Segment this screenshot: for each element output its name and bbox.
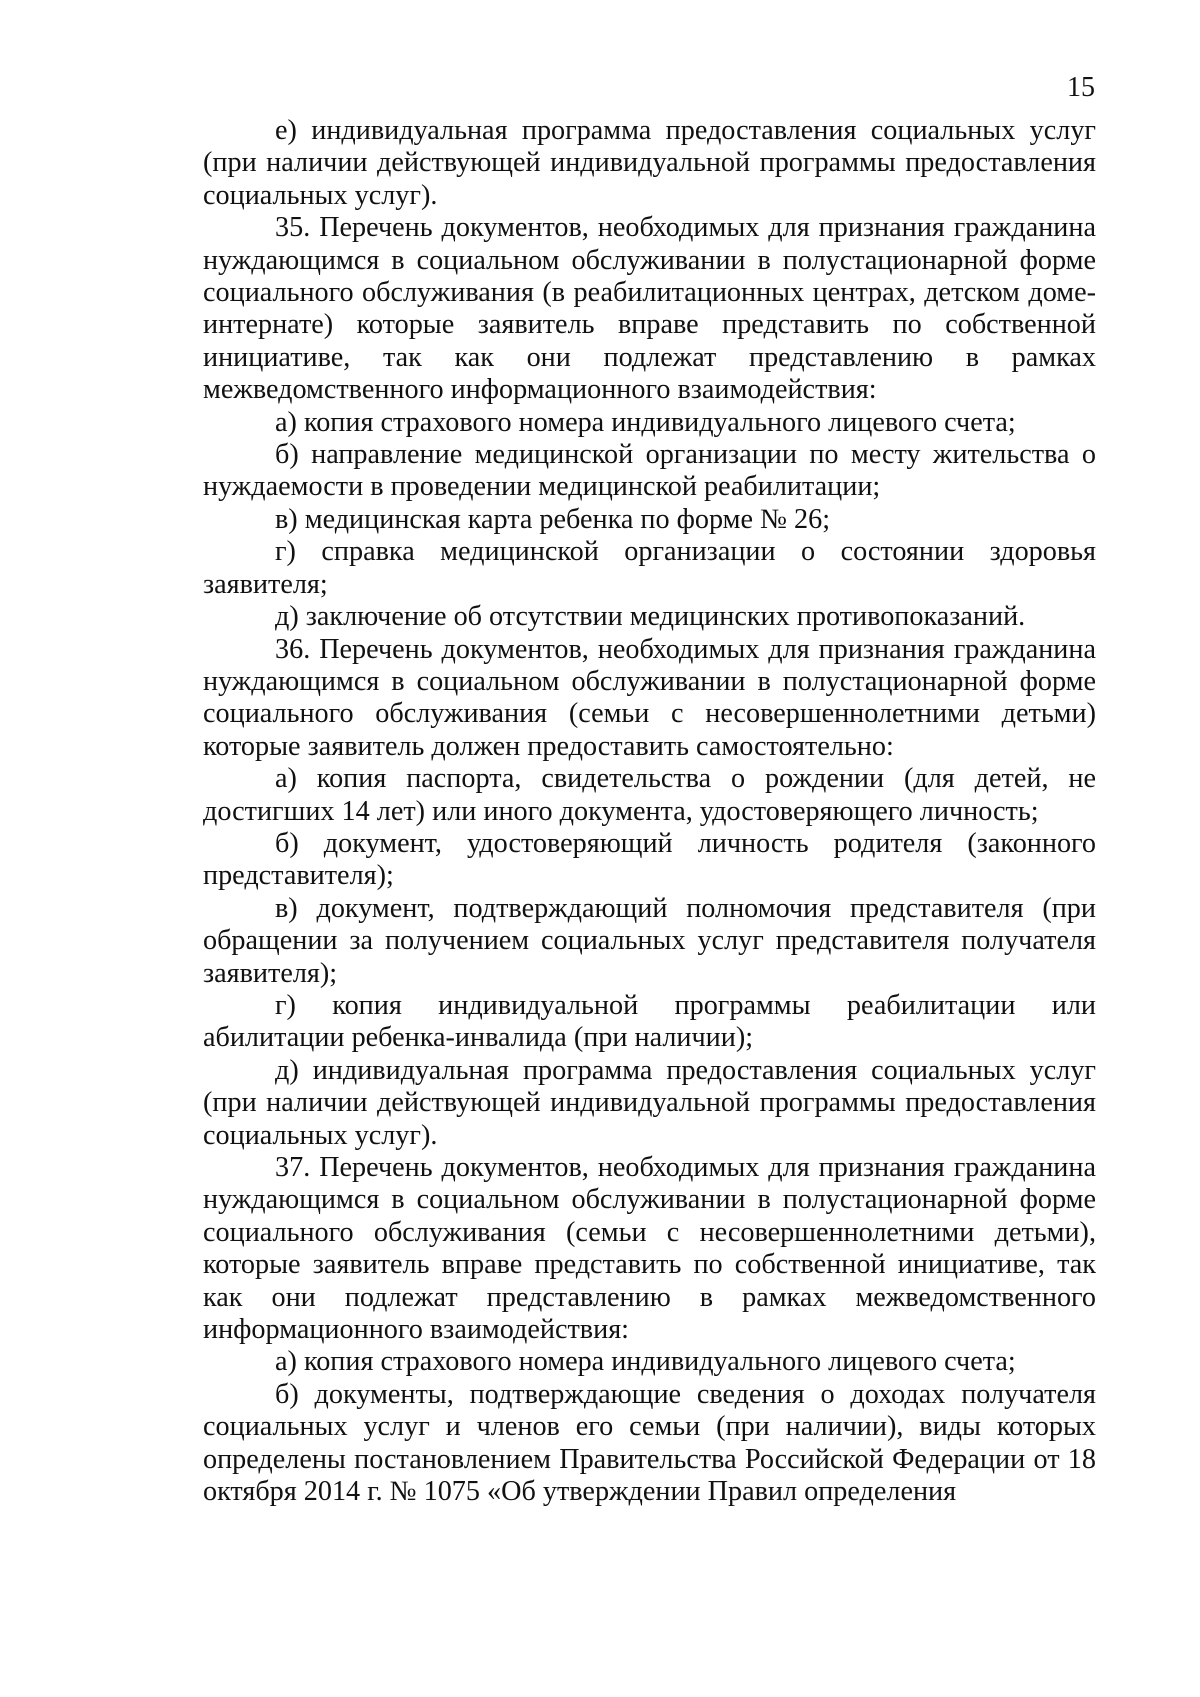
document-body xyxy=(203,115,1096,1508)
paragraph-35-heading: 35. Перечень документов, необходимых для признания гражданина нуждающимся в социальном обслуживании в полустационарной форме социального обслуживания (в реабилитационных центрах, детском доме-интернате) которые заявитель вправе представить по собственной инициативе, так как они подлежат представлению в рамках межведомственного информационного взаимодействия: xyxy=(203,212,1096,406)
paragraph-37-item-a: а) копия страхового номера индивидуального лицевого счета; xyxy=(275,1346,1016,1378)
paragraph-35-item-v: в) медицинская карта ребенка по форме № 26; xyxy=(275,503,831,535)
paragraph-36-item-a: а) копия паспорта, свидетельства о рождении (для детей, не достигших 14 лет) или иного документа, удостоверяющего личность; xyxy=(203,763,1096,827)
paragraph-36-item-b: б) документ, удостоверяющий личность родителя (законного представителя); xyxy=(203,827,1096,892)
paragraph-36-item-v: в) документ, подтверждающий полномочия представителя (при обращении за получением социальных услуг представителя получателя заявителя); xyxy=(203,892,1096,989)
paragraph-item-e-individual-program: е) индивидуальная программа предоставления социальных услуг (при наличии действующей индивидуальной программы предоставления социальных услуг). xyxy=(203,115,1096,211)
paragraph-36-item-d: д) индивидуальная программа предоставления социальных услуг (при наличии действующей индивидуальной программы предоставления социальных услуг). xyxy=(203,1054,1096,1151)
paragraph-37-heading: 37. Перечень документов, необходимых для признания гражданина нуждающимся в социальном обслуживании в полустационарной форме социального обслуживания (семьи с несовершеннолетними детьми), которые заявитель вправе представить по собственной инициативе, так как они подлежат представлению в рамках межведомственного информационного взаимодействия: xyxy=(203,1152,1096,1346)
paragraph-37-item-b: б) документы, подтверждающие сведения о доходах получателя социальных услуг и членов его семьи (при наличии), виды которых определены постановлением Правительства Российской Федерации от 18 октября 2014 г. № 1075 «Об утверждении Правил определения xyxy=(203,1378,1096,1508)
paragraph-35-item-b: б) направление медицинской организации по месту жительства о нуждаемости в проведении медицинской реабилитации; xyxy=(203,439,1096,503)
paragraph-35-item-d: д) заключение об отсутствии медицинских противопоказаний. xyxy=(275,601,1026,633)
paragraph-35-item-a: а) копия страхового номера индивидуального лицевого счета; xyxy=(275,406,1016,438)
page-number: 15 xyxy=(1067,72,1095,103)
paragraph-36-item-g: г) копия индивидуальной программы реабилитации или абилитации ребенка-инвалида (при наличии); xyxy=(203,989,1096,1054)
paragraph-35-item-g: г) справка медицинской организации о состоянии здоровья заявителя; xyxy=(203,536,1096,600)
paragraph-36-heading: 36. Перечень документов, необходимых для признания гражданина нуждающимся в социальном обслуживании в полустационарной форме социального обслуживания (семьи с несовершеннолетними детьми) которые заявитель должен предоставить самостоятельно: xyxy=(203,633,1096,762)
